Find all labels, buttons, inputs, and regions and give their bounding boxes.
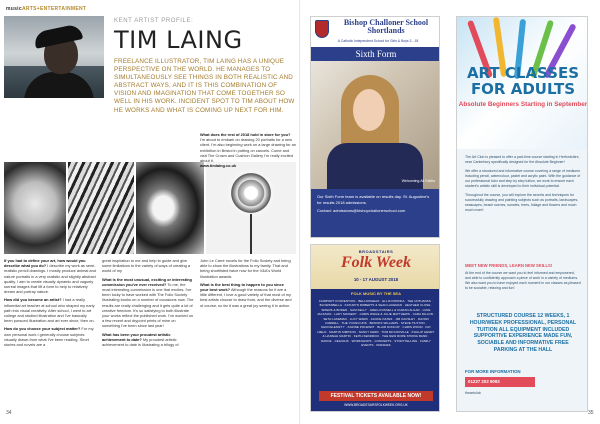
folk-title: Folk Week bbox=[340, 254, 412, 271]
closing-question: What does the rest of 2018 hold in store for you? bbox=[200, 132, 291, 137]
art-classes-advert[interactable] bbox=[456, 16, 588, 412]
qa-block bbox=[102, 332, 194, 348]
art-welcome: MEET NEW FRIENDS, LEARN NEW SKILLS! bbox=[465, 263, 553, 268]
question: If you had to define your art, how would you describe what you do? bbox=[4, 258, 86, 269]
artist-portrait-photo bbox=[4, 16, 104, 98]
artwork-row bbox=[4, 162, 296, 254]
folk-website-link[interactable]: WWW.BROADSTAIRSFOLKWEEK.ORG.UK bbox=[344, 403, 408, 407]
art-phone-number[interactable]: 01227 202 9093 bbox=[465, 377, 535, 387]
school-contact-email[interactable]: Contact: admissions@bishopchallonerschool.com bbox=[317, 208, 406, 214]
art-body-paragraph: At the end of the course we want you to feel informed and empowered, and able to confidently approach a piece of work in a variety of mediums. We also want you to have enjoyed each moment in our classes as pleased to be sociable, relaxing and fun! bbox=[465, 271, 581, 290]
artwork-flower bbox=[228, 170, 274, 216]
answer: great inspiration to me and help to guide and give some limitations to the variety of ways of creating a world of my bbox=[102, 258, 191, 274]
art-beginners: Absolute Beginners Starting in September bbox=[458, 101, 588, 108]
art-body-paragraph: Throughout the course, you will explore the secrets and techniques for successfully drawing and painting subjects such as portraits, landscapes, seascapes, beach scenes, sunsets, trees, foliage and flowers and much much more! bbox=[465, 193, 579, 212]
school-footer-text: Our Sixth Form team is available on results day. St. Augustine's for results 2018 admissions. bbox=[317, 194, 430, 205]
artwork-image-3 bbox=[136, 162, 204, 254]
artwork-image-4 bbox=[206, 162, 296, 254]
article-standfirst: FREELANCE ILLUSTRATOR, TIM LAING HAS A UNIQUE PERSPECTIVE ON THE WORLD. HE MANAGES TO SIMULTANEOUSLY SEE THINGS IN BOTH REALISTIC AND ABSTRACT WAYS, AND IT IS THIS COMBINATION OF VISION AND IMAGINATION THAT COME TOGETHER SO WELL IN HIS WORK. INCIDENT SPOT TO TIM ABOUT HOW HE WORKS AND WHAT IS COMING UP NEXT FOR HIM. bbox=[114, 58, 295, 114]
article-column-2 bbox=[102, 258, 194, 350]
qa-block bbox=[102, 258, 194, 274]
page-number-right: 35 bbox=[588, 410, 594, 416]
school-name bbox=[333, 19, 439, 35]
qa-block bbox=[200, 282, 292, 308]
closing-answer: I'm about to embark on drawing 20 portraits for a new client. I'm also beginning work on a large drawing for an exhibition in Bristol in putting on cancels. Come and visit The Crown and Cushion Gallery I'm really excited about it. bbox=[200, 137, 296, 164]
folk-location: BROADSTAIRS bbox=[358, 249, 394, 254]
article-title: TIM LAING bbox=[114, 26, 243, 54]
artwork-image-2 bbox=[68, 162, 134, 254]
answer: I had a really influential art teacher at school who shaped my early path into visual creativity. After school, I went to art college and studied illustration and I've basically been pursued illustration and art ever since, then on. bbox=[4, 297, 95, 324]
answer: I describe my work as semi-realistic pencil drawings. I mostly produce animal and nature portraits in a very realistic and slightly abstract quality. I aim to create visually dynamic and vaguely surreal images that lift a form to help to relatively dream and portray nature. bbox=[4, 263, 96, 295]
question: How do you choose your subject matter? bbox=[4, 326, 81, 332]
photo-caption: Welcoming All Faiths bbox=[401, 179, 435, 183]
answer: For my own personal work I generally choose subjects visually drawn from what I've been reading. Short stories and novels are a bbox=[4, 326, 94, 348]
article-closing bbox=[200, 132, 296, 168]
question: What is the best thing to happen to you since your best work? bbox=[200, 281, 284, 293]
folk-banner bbox=[311, 245, 440, 289]
art-title: ART CLASSES FOR ADULTS bbox=[466, 64, 580, 98]
article-column-3 bbox=[200, 258, 292, 311]
art-body-paragraph: The Art Club is pleased to offer a part-time course starting in Herfordshire, near Canterbury specifically designed for the Absolute Beginner! bbox=[465, 155, 580, 164]
school-footer bbox=[311, 189, 440, 238]
school-subtitle: A Catholic Independent School for Girls & Boys 3 - 18 bbox=[337, 39, 419, 43]
left-page bbox=[4, 4, 296, 420]
qa-block bbox=[102, 277, 194, 329]
qa-block bbox=[4, 297, 96, 323]
question: What is the most unusual, exciting or interesting commission you've ever received? bbox=[102, 276, 192, 287]
running-head bbox=[6, 6, 86, 12]
qa-block bbox=[4, 258, 96, 294]
artwork-stem bbox=[250, 214, 252, 254]
article-column-1 bbox=[4, 258, 96, 350]
question: What has been your proudest artistic achievement to date? bbox=[102, 331, 171, 342]
page-number-left: 34 bbox=[6, 410, 12, 416]
sixth-form-banner: Sixth Form bbox=[311, 47, 440, 61]
folk-lineup: FAIRPORT CONVENTION · BELLOWHEAD · ELLIS PAPRIKA · THE UNTHANKS · BLOWZABELLA · KATHRYN ROBERTS & SEAN LAKEMAN · HEATHER CLOSE · SPIERS & BODEN · SAM KELLY · GREG RUSSELL & CIARAN ALGAR · LUKE JACKSON · LADY MAISERY · CHRIS WHILE & JULIE MATTHEWS · CARA DILLON · SETH LAKEMAN · LUCY WARD · JACKIE OATES · JIM CAUSLEY · DAOIRI FARRELL · THE YOUNG'UNS · BROOKS WILLIAMS · STEVE TILSTON · SHOOGLENIFTY · KARINE POLWART · BLAIR DUNLOP · CHRIS WOOD · FAY HIELD · MARTIN SIMPSON · NANCY KERR · TOM MCCONVILLE · PHILLIP HENRY & HANNAH MARTIN · KEITH KENDRICK · THE NEW ROPE STRING BAND · DANCE · CEILIDHS · WORKSHOPS · CONCERTS · STORYTELLING · FAMILY EVENTS · PARADES bbox=[317, 299, 435, 348]
qa-block bbox=[200, 258, 292, 279]
folk-week-advert[interactable] bbox=[310, 244, 440, 412]
answer: Although the reasons for it are a little different, I love a good variety of that most of my best artists choose to draw from, and the diverse and of course, so far it was a great joy seeing it in action. bbox=[200, 287, 292, 308]
article-columns bbox=[4, 258, 296, 408]
art-body bbox=[465, 155, 581, 217]
art-header bbox=[457, 17, 588, 149]
photo-face bbox=[353, 89, 385, 131]
page-gutter bbox=[299, 0, 300, 424]
answer: To me, the most interesting commission is one that excites. I've been lucky to have worked with The Folio Society illustrating books on a number of occasions now. The results are really challenging and it gets quite a lot of creative freedom. It's so satisfying to both illustrate your works reflect the published work. I've worked on a few recent and drypoint prints of mine on something I've been since last year! bbox=[102, 281, 194, 329]
school-crest-icon bbox=[315, 20, 329, 38]
art-body-paragraph: We offer a structured and informative course covering a range of mediums including pencil, watercolour, pastel and acrylic paint. With the guidance of our professional tutor and step by step tuition, we work to ensure each student's artistic skill is developed to their individual potential. bbox=[465, 169, 581, 188]
school-header bbox=[311, 17, 440, 49]
artwork-image-1 bbox=[4, 162, 66, 254]
school-advert[interactable] bbox=[310, 16, 440, 238]
folk-dates: 10 - 17 AUGUST 2018 bbox=[353, 277, 399, 282]
school-name-line1: Bishop Challoner School bbox=[343, 18, 429, 27]
artist-website-link[interactable]: www.timlaing.co.uk bbox=[200, 163, 237, 169]
art-course-details: STRUCTURED COURSE 12 WEEKS, 1 HOUR/WEEK PROFESSIONAL, PERSONAL TUITION ALL EQUIPMENT INCLUDED SUPPORTIVE EXPERIENCE MADE FUN, SOCIABLE AND INFORMATIVE FREE PARKING AT THE HALL bbox=[469, 313, 577, 353]
article-kicker: KENT ARTIST PROFILE: bbox=[114, 18, 194, 24]
folk-tickets-button[interactable]: FESTIVAL TICKETS AVAILABLE NOW! bbox=[319, 391, 433, 401]
folk-subtitle: FOLK MUSIC BY THE SEA bbox=[351, 291, 401, 296]
answer: My proudest artistic achievement to date is illustrating a trilogy of bbox=[102, 336, 179, 348]
school-name-line2: Shortlands bbox=[367, 26, 405, 35]
question: How did you become an artist? bbox=[4, 297, 62, 303]
running-head-section: ARTS+ENTERTAINMENT bbox=[21, 6, 87, 12]
art-more-info: FOR MORE INFORMATION bbox=[465, 369, 521, 374]
student-photo bbox=[311, 61, 440, 189]
qa-block bbox=[4, 326, 96, 347]
art-club-logo: theartclub bbox=[465, 391, 481, 395]
answer: John Le Carré novels for the Folio Society and being able to show the illustrations to my family. That and being shortlisted twice now for the V&A's World Illustration awards. bbox=[200, 258, 291, 279]
running-head-prefix: music bbox=[6, 6, 22, 12]
